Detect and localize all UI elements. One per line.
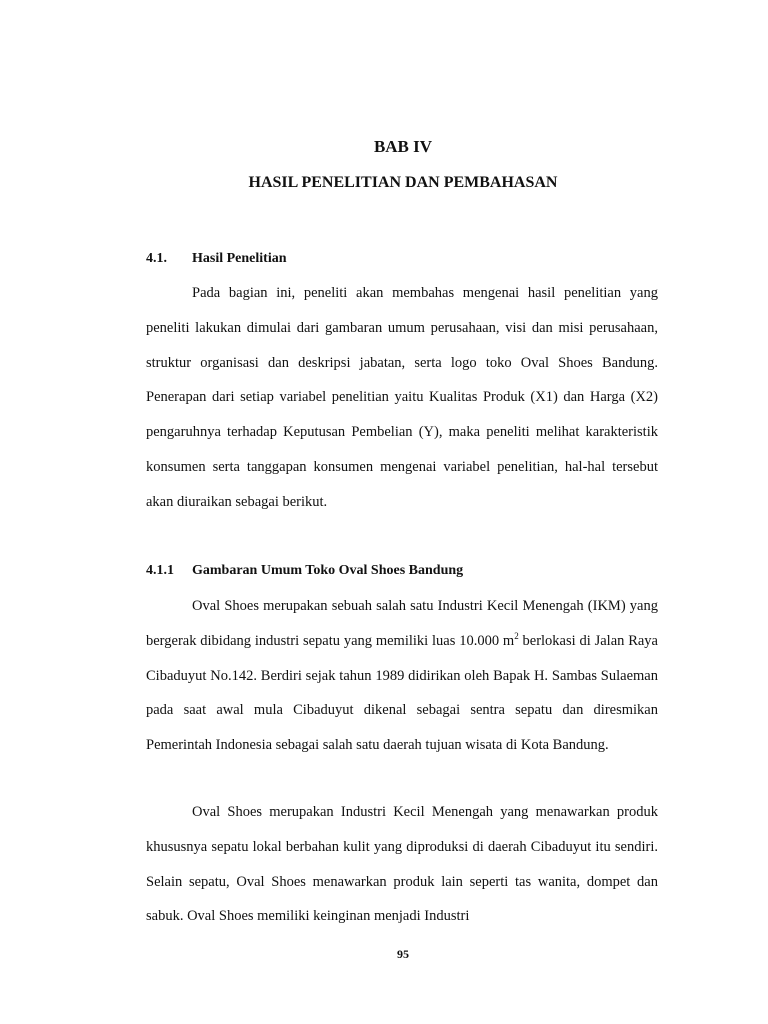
paragraph-text: Oval Shoes merupakan sebuah salah satu Industri Kecil Menengah (IKM) yang bergerak dibidang industri sepatu yang memiliki luas 10.000 m: [146, 598, 658, 649]
paragraph-hasil-penelitian: Pada bagian ini, peneliti akan membahas mengenai hasil penelitian yang peneliti lakukan dimulai dari gambaran umum perusahaan, visi dan misi perusahaan, struktur organisasi dan deskripsi jabatan, serta logo toko Oval Shoes Bandung. Penerapan dari setiap variabel penelitian yaitu Kualitas Produk (X1) dan Harga (X2) pengaruhnya terhadap Keputusan Pembelian (Y), maka peneliti melihat karakteristik konsumen serta tanggapan konsumen mengenai variabel penelitian, hal-hal tersebut akan diuraikan sebagai berikut.: [146, 285, 658, 510]
section-number: 4.1.1: [146, 563, 174, 578]
paragraph-text: berlokasi di Jalan Raya Cibaduyut No.142. Berdiri sejak tahun 1989 didirikan oleh Bapak H. Sambas Sulaeman pada saat awal mula Cibaduyut dikenal sebagai sentra sepatu dan diresmikan Pemerintah Indonesia sebagai salah satu daerah tujuan wisata di Kota Bandung.: [146, 632, 658, 754]
paragraph-gambaran-umum-1: [146, 589, 658, 763]
chapter-subtitle: HASIL PENELITIAN DAN PEMBAHASAN: [248, 174, 558, 191]
section-heading-4-1: [146, 249, 666, 269]
chapter-title: BAB IV: [373, 137, 433, 156]
superscript: 2: [514, 630, 519, 641]
section-number: 4.1.: [146, 251, 167, 266]
page-number: 95: [397, 947, 409, 961]
section-title: Gambaran Umum Toko Oval Shoes Bandung: [192, 563, 464, 578]
paragraph-gambaran-umum-2: Oval Shoes merupakan Industri Kecil Menengah yang menawarkan produk khususnya sepatu lokal berbahan kulit yang diproduksi di daerah Cibaduyut itu sendiri. Selain sepatu, Oval Shoes menawarkan produk lain seperti tas wanita, dompet dan sabuk. Oval Shoes memiliki keinginan menjadi Industri: [146, 804, 658, 925]
section-heading-4-1-1: [146, 561, 666, 581]
section-title: Hasil Penelitian: [192, 251, 287, 266]
